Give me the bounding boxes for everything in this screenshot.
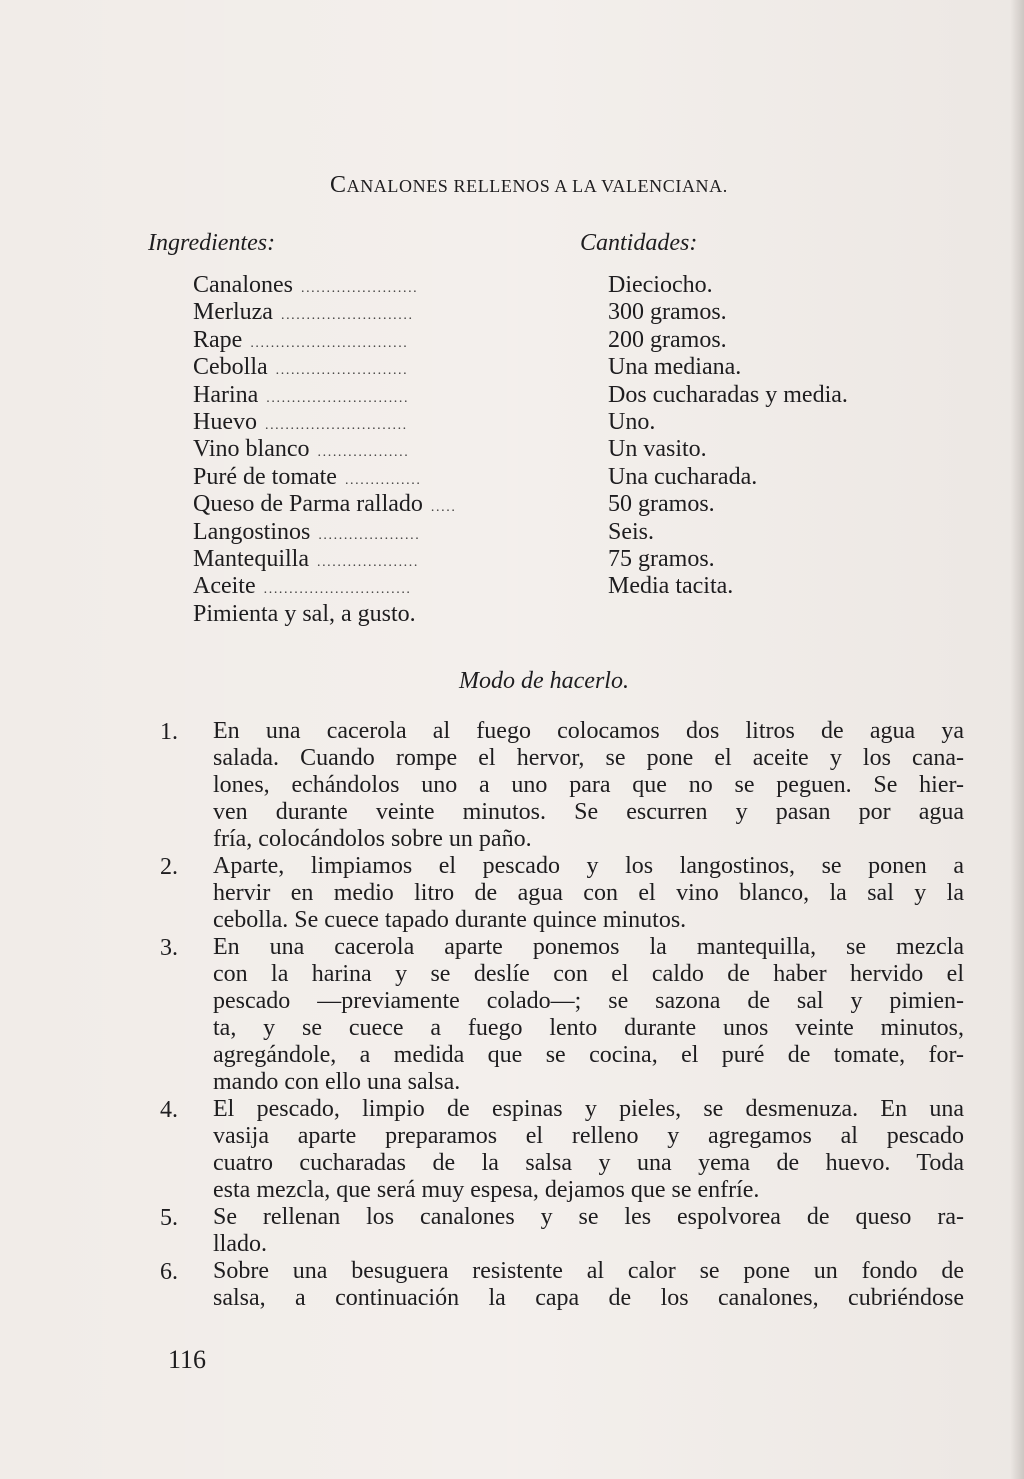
step-text [213, 718, 964, 853]
dot-leader: ....................... [300, 281, 419, 296]
quantity-row: Dos cucharadas y media. [608, 381, 848, 408]
recipe-title-initial: C [330, 172, 347, 198]
ingredient-name: Cebolla [193, 354, 268, 381]
step-line: El pescado, limpio de espinas y pieles, se desmenuza. En una [213, 1096, 964, 1122]
ingredient-row [193, 436, 553, 463]
ingredient-row [193, 546, 553, 573]
ingredient-row [193, 354, 553, 381]
ingredient-row [193, 491, 553, 518]
step-number: 5. [160, 1205, 178, 1231]
step-line: hervir en medio litro de agua con el vino blanco, la sal y la [213, 880, 964, 906]
step-text [213, 853, 964, 934]
ingredient-name: Puré de tomate [193, 463, 337, 490]
method-heading: Modo de hacerlo. [459, 668, 629, 694]
step-line: Sobre una besuguera resistente al calor se pone un fondo de [213, 1258, 964, 1284]
ingredients-heading: Ingredientes: [148, 230, 276, 256]
dot-leader: ............................ [266, 390, 410, 406]
step-number: 4. [160, 1097, 178, 1123]
ingredient-name: Merluza [193, 299, 273, 326]
step-line: mando con ello una salsa. [213, 1069, 461, 1095]
dot-leader: .......................... [280, 308, 414, 324]
quantity-row: Seis. [608, 518, 655, 545]
step-number: 3. [160, 935, 178, 961]
ingredient-row [193, 382, 553, 409]
dot-leader: ..... [430, 500, 457, 516]
ingredient-row [193, 272, 553, 299]
ingredient-row [193, 464, 553, 491]
quantity-row: Un vasito. [608, 436, 707, 463]
quantity-row: Media tacita. [608, 573, 734, 600]
quantity-row: Una cucharada. [608, 463, 758, 490]
step-line: ta, y se cuece a fuego lento durante unos veinte minutos, [213, 1015, 964, 1041]
quantity-row: 200 gramos. [608, 326, 727, 353]
step-line: cuatro cucharadas de la salsa y una yema de huevo. Toda [213, 1150, 964, 1176]
dot-leader: .................... [318, 527, 421, 543]
step-line: esta mezcla, que será muy espesa, dejamos que se enfríe. [213, 1177, 760, 1203]
ingredient-name: Harina [193, 381, 259, 408]
step-line: cebolla. Se cuece tapado durante quince minutos. [213, 907, 687, 933]
step-line: Se rellenan los canalones y se les espolvorea de queso ra- [213, 1204, 964, 1230]
step-line: pescado —previamente colado—; se sazona de sal y pimien- [213, 988, 964, 1014]
quantity-row: Una mediana. [608, 354, 742, 381]
step-line: salsa, a continuación la capa de los canalones, cubriéndose [213, 1285, 964, 1311]
quantity-row: Dieciocho. [608, 272, 713, 298]
method-step [160, 1204, 964, 1258]
recipe-title-rest: ANALONES RELLENOS A LA VALENCIANA. [346, 176, 728, 196]
ingredient-name: Aceite [193, 573, 256, 600]
ingredient-name: Huevo [193, 408, 257, 435]
dot-leader: .................. [317, 445, 410, 461]
step-number: 2. [160, 854, 178, 880]
ingredients-list [193, 272, 553, 628]
step-line: salada. Cuando rompe el hervor, se pone el aceite y los cana- [213, 745, 964, 771]
recipe-title [0, 172, 1024, 199]
method-step [160, 1096, 964, 1204]
page-edge-shadow [1010, 0, 1024, 1479]
method-step [160, 934, 964, 1096]
ingredient-name: Canalones [193, 272, 293, 298]
method-step [160, 1258, 964, 1312]
quantity-row: 75 gramos. [608, 545, 715, 572]
step-number: 1. [160, 719, 178, 745]
step-number: 6. [160, 1259, 178, 1285]
dot-leader: .................... [316, 554, 419, 570]
ingredient-row [193, 573, 553, 600]
step-line: llado. [213, 1231, 267, 1257]
method-step [160, 853, 964, 934]
quantity-row: 50 gramos. [608, 491, 715, 518]
ingredient-name: Pimienta y sal, a gusto. [193, 600, 416, 627]
step-line: con la harina y se deslíe con el caldo de haber hervido el [213, 961, 964, 987]
ingredient-name: Queso de Parma rallado [193, 491, 423, 518]
step-text [213, 1096, 964, 1204]
step-text [213, 934, 964, 1096]
method-steps [160, 718, 964, 1312]
ingredient-row [193, 519, 553, 546]
step-text [213, 1258, 964, 1312]
ingredient-row [193, 327, 553, 354]
quantity-row: 300 gramos. [608, 299, 727, 326]
step-line: En una cacerola al fuego colocamos dos litros de agua ya [213, 718, 964, 744]
step-line: lones, echándolos uno a uno para que no se peguen. Se hier- [213, 772, 964, 798]
step-line: fría, colocándolos sobre un paño. [213, 826, 532, 852]
dot-leader: ............................. [263, 582, 412, 598]
ingredient-row [193, 299, 553, 326]
step-line: ven durante veinte minutos. Se escurren y pasan por agua [213, 799, 964, 825]
ingredient-name: Langostinos [193, 518, 311, 545]
step-text [213, 1204, 964, 1258]
ingredient-row [193, 601, 553, 628]
quantity-row: Uno. [608, 408, 656, 435]
ingredient-name: Vino blanco [193, 436, 310, 463]
dot-leader: ............... [344, 472, 422, 488]
page-number: 116 [168, 1345, 207, 1374]
step-line: agregándole, a medida que se cocina, el puré de tomate, for- [213, 1042, 964, 1068]
dot-leader: ............................ [264, 417, 408, 433]
quantities-list [608, 272, 848, 601]
step-line: En una cacerola aparte ponemos la mantequilla, se mezcla [213, 934, 964, 960]
dot-leader: ............................... [250, 335, 409, 351]
quantities-heading: Cantidades: [580, 230, 698, 256]
step-line: Aparte, limpiamos el pescado y los langostinos, se ponen a [213, 853, 964, 879]
ingredient-name: Rape [193, 326, 243, 353]
ingredient-name: Mantequilla [193, 545, 309, 572]
ingredient-row [193, 409, 553, 436]
method-step [160, 718, 964, 853]
step-line: vasija aparte preparamos el relleno y agregamos al pescado [213, 1123, 964, 1149]
dot-leader: .......................... [275, 363, 409, 379]
